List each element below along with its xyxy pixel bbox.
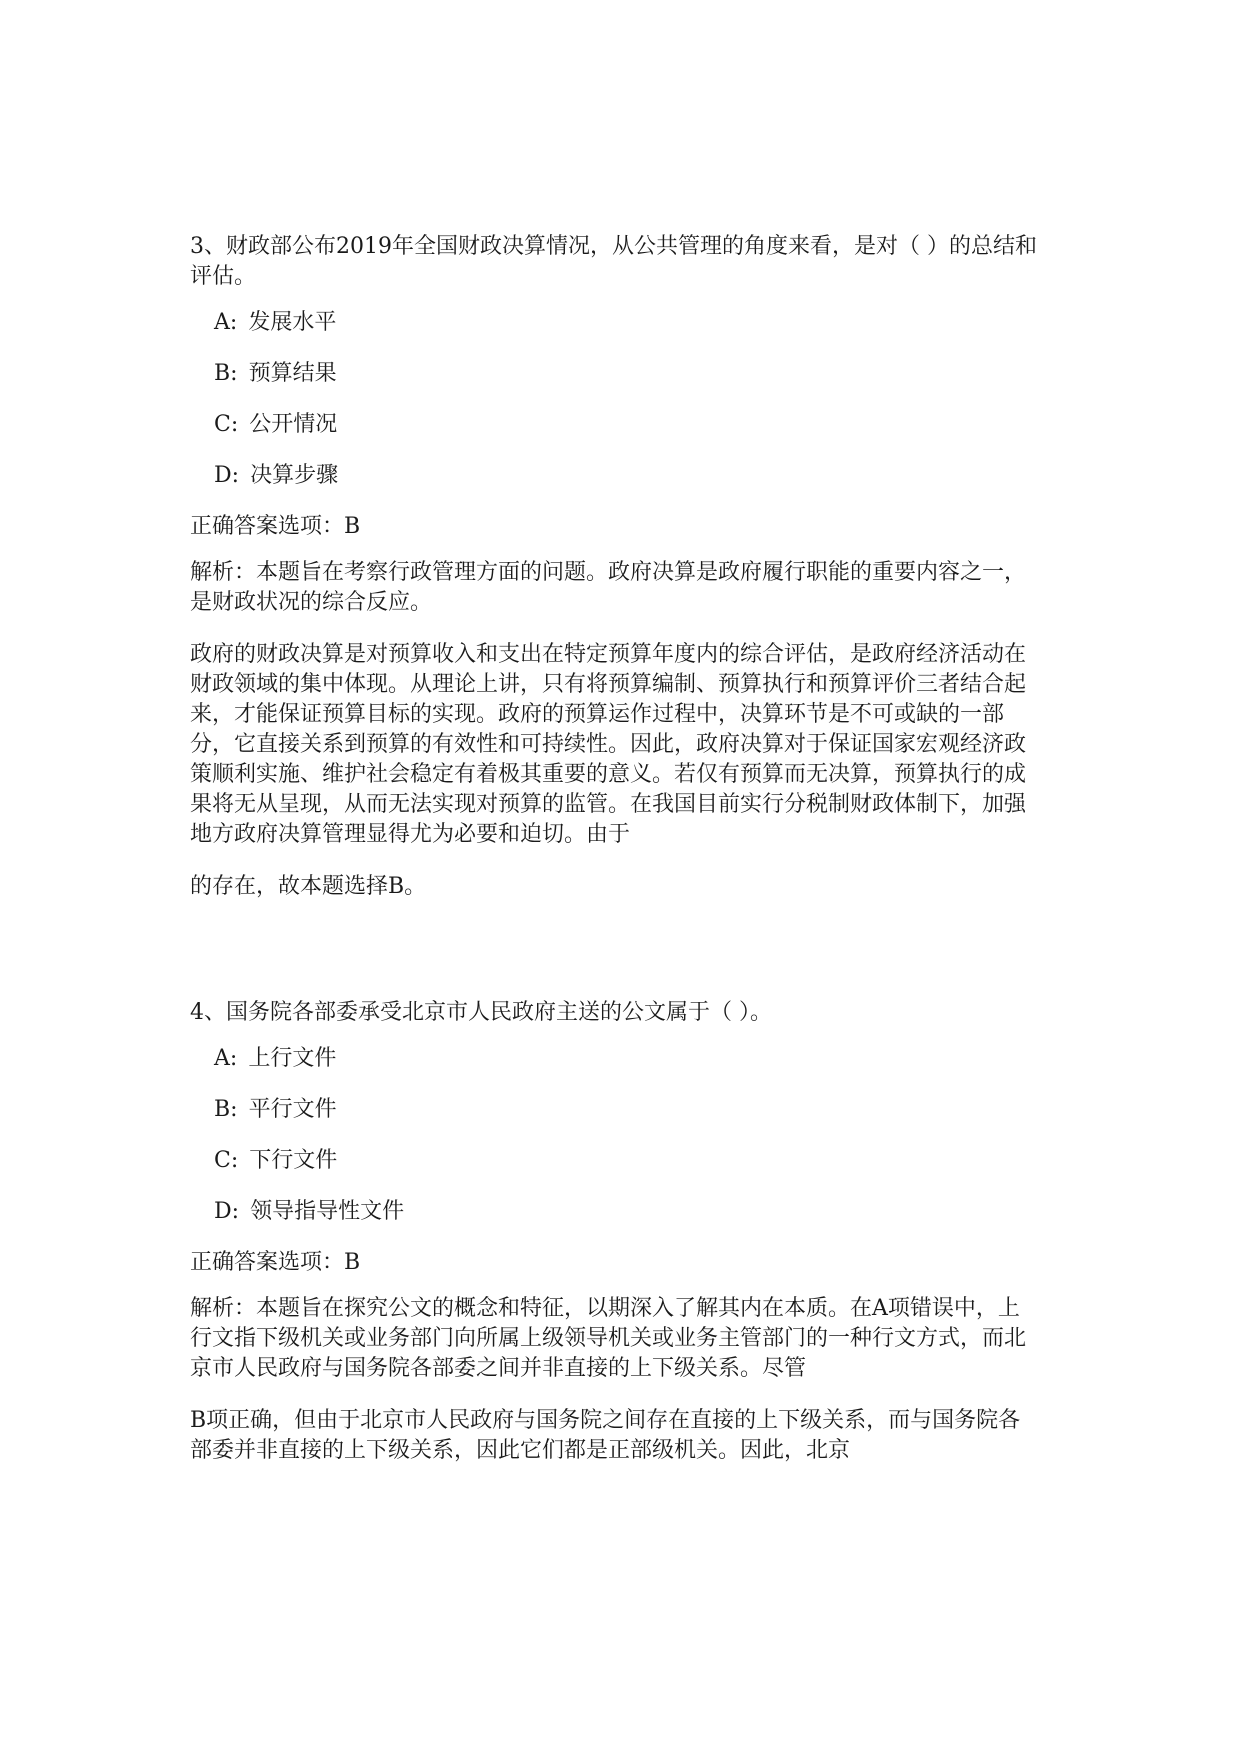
option-b	[214, 1095, 1040, 1125]
option-a	[214, 308, 1040, 338]
question-3	[190, 232, 1040, 902]
option-letter: C:	[214, 412, 239, 437]
option-text: 上行文件	[248, 1046, 337, 1071]
option-letter: A:	[214, 310, 238, 335]
option-a	[214, 1044, 1040, 1074]
option-text: 领导指导性文件	[250, 1199, 405, 1224]
analysis-paragraph: 政府的财政决算是对预算收入和支出在特定预算年度内的综合评估，是政府经济活动在财政领域的集中体现。从理论上讲，只有将预算编制、预算执行和预算评价三者结合起来，才能保证预算目标的实现。政府的预算运作过程中，决算环节是不可或缺的一部分，它直接关系到预算的有效性和可持续性。因此，政府决算对于保证国家宏观经济政策顺利实施、维护社会稳定有着极其重要的意义。若仅有预算而无决算，预算执行的成果将无从呈现，从而无法实现对预算的监管。在我国目前实行分税制财政体制下，加强地方政府决算管理显得尤为必要和迫切。由于	[190, 642, 1027, 847]
option-letter: D:	[214, 463, 240, 488]
analysis-paragraph: 解析：本题旨在考察行政管理方面的问题。政府决算是政府履行职能的重要内容之一，是财政状况的综合反应。	[190, 560, 1027, 615]
option-letter: B:	[214, 1097, 238, 1122]
option-text: 平行文件	[248, 1097, 337, 1122]
option-text: 决算步骤	[250, 463, 339, 488]
option-letter: A:	[214, 1046, 238, 1071]
option-text: 下行文件	[249, 1148, 338, 1173]
option-letter: D:	[214, 1199, 240, 1224]
correct-answer: 正确答案选项：B	[190, 514, 361, 539]
question-stem: 4、国务院各部委承受北京市人民政府主送的公文属于（ ）。	[190, 1000, 772, 1025]
option-letter: C:	[214, 1148, 239, 1173]
option-text: 公开情况	[249, 412, 338, 437]
option-c	[214, 410, 1040, 440]
option-letter: B:	[214, 361, 238, 386]
correct-answer: 正确答案选项：B	[190, 1250, 361, 1275]
option-d	[214, 461, 1040, 491]
document-page	[190, 232, 1040, 1488]
analysis-paragraph: 的存在，故本题选择B。	[190, 874, 427, 899]
question-4	[190, 998, 1040, 1466]
analysis-paragraph: 解析：本题旨在探究公文的概念和特征，以期深入了解其内在本质。在A项错误中，上行文指下级机关或业务部门向所属上级领导机关或业务主管部门的一种行文方式，而北京市人民政府与国务院各部委之间并非直接的上下级关系。尽管	[190, 1296, 1027, 1381]
option-b	[214, 359, 1040, 389]
option-d	[214, 1197, 1040, 1227]
question-stem: 3、财政部公布2019年全国财政决算情况，从公共管理的角度来看，是对（ ）的总结和评估。	[190, 234, 1037, 289]
option-text: 发展水平	[248, 310, 337, 335]
option-c	[214, 1146, 1040, 1176]
option-text: 预算结果	[248, 361, 337, 386]
analysis-paragraph: B项正确，但由于北京市人民政府与国务院之间存在直接的上下级关系，而与国务院各部委并非直接的上下级关系，因此它们都是正部级机关。因此，北京	[190, 1408, 1021, 1463]
